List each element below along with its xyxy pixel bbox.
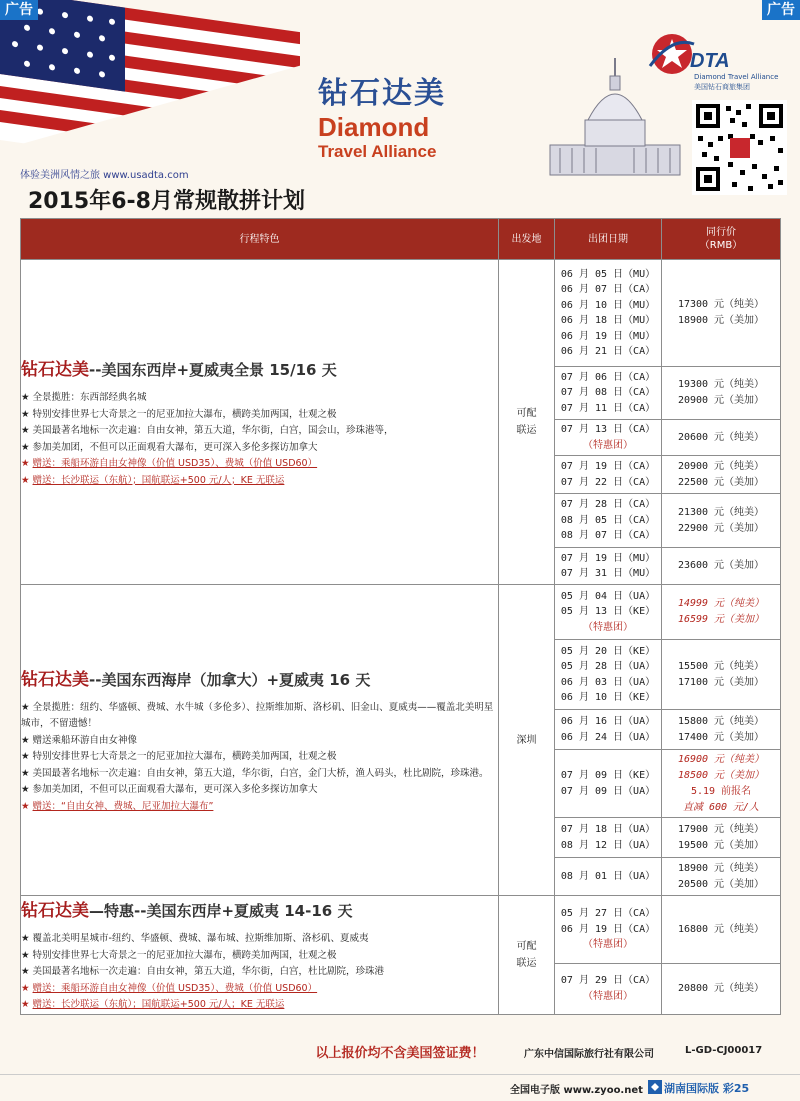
tour-3-gift-2: ★ 赠送：长沙联运（东航）；国航联运+500 元/人；KE 无联运 <box>21 999 285 1010</box>
ad-tag-right: 广告 <box>762 0 800 20</box>
section-logo-icon <box>648 1080 662 1094</box>
tour-1-dates-2: 07 月 06 日（CA） 07 月 08 日（CA） 07 月 11 日（CA） <box>555 367 662 420</box>
star-icon: ★ <box>21 425 30 436</box>
tour-1-bullet-1: ★ 全景揽胜：东西部经典名城 <box>21 392 147 403</box>
tour-2-dates-2: 05 月 20 日（KE） 05 月 28 日（UA） 06 月 03 日（UA） 06 月 10 日（KE） <box>555 640 662 710</box>
tour-2-price-6: 18900 元（纯美） 20500 元（美加） <box>662 858 781 896</box>
brand-name-cn: 钻石达美 <box>318 76 446 111</box>
star-icon: ★ <box>21 458 30 469</box>
tour-3-price-2: 20800 元（纯美） <box>662 964 781 1014</box>
tour-1-price-2: 19300 元（纯美） 20900 元（美加） <box>662 367 781 420</box>
tour-1-dates-1: 06 月 05 日（MU） 06 月 07 日（CA） 06 月 10 日（MU） 06 月 18 日（MU） 06 月 19 日（MU） 06 月 21 日（CA） <box>555 260 662 367</box>
tour-2-bullet-3: ★ 特别安排世界七大奇景之一的尼亚加拉大瀑布，横跨美加两国，壮观之极 <box>21 751 337 763</box>
tour-1-price-3: 20600 元（纯美） <box>662 420 781 456</box>
tour-2-title-text: --美国东西海岸（加拿大）+夏威夷 16 天 <box>89 670 371 689</box>
tour-1-gift-1: ★ 赠送：乘船环游自由女神像（价值 USD35）、费城（价值 USD60） <box>21 458 318 469</box>
tour-3-dates-1: 05 月 27 日（CA） 06 月 19 日（CA） （特惠团） <box>555 896 662 964</box>
star-icon: ★ <box>21 734 30 746</box>
tour-3-title-text: —特惠--美国东西岸+夏威夷 14-16 天 <box>89 902 353 920</box>
star-icon: ★ <box>21 982 30 994</box>
table-row <box>21 896 781 964</box>
tour-1-price-6: 23600 元（美加） <box>662 548 781 585</box>
star-icon: ★ <box>21 966 30 977</box>
star-icon: ★ <box>21 933 30 944</box>
star-icon: ★ <box>21 784 30 796</box>
tour-3-departure: 可配 联运 <box>499 896 555 1015</box>
tour-2-dates-3: 06 月 16 日（UA） 06 月 24 日（UA） <box>555 710 662 750</box>
qr-code-image <box>692 100 787 195</box>
star-icon: ★ <box>21 999 30 1010</box>
tour-2-departure: 深圳 <box>499 585 555 896</box>
tour-1-dates-4: 07 月 19 日（CA） 07 月 22 日（CA） <box>555 456 662 494</box>
tour-2-bullet-2: ★ 赠送乘船环游自由女神像 <box>21 734 138 746</box>
tour-1-price-1: 17300 元（纯美） 18900 元（美加） <box>662 260 781 367</box>
tour-3-dates-2: 07 月 29 日（CA） （特惠团） <box>555 964 662 1014</box>
tour-1-dates-3: 07 月 13 日（CA） （特惠团） <box>555 420 662 456</box>
tour-1-dates-5: 07 月 28 日（CA） 08 月 05 日（CA） 08 月 07 日（CA） <box>555 494 662 548</box>
bottom-bar <box>0 1074 800 1101</box>
dta-logo-subtitle-cn: 美国钻石商旅集团 <box>694 83 750 91</box>
tour-2-brand: 钻石达美 <box>21 669 89 690</box>
license-number: L-GD-CJ00017 <box>685 1045 763 1056</box>
slogan: 体验美洲风情之旅 www.usadta.com <box>20 170 189 181</box>
plan-title: 2015年6-8月常规散拼计划 <box>28 189 305 212</box>
tour-2-price-4: 16900 元（纯美） 18500 元（美加） 5.19 前报名 直减 600 元/人 <box>662 750 781 818</box>
dta-logo-subtitle-en: Diamond Travel Alliance <box>694 73 779 81</box>
header-features: 行程特色 <box>21 219 499 260</box>
tour-1-brand: 钻石达美 <box>21 360 89 380</box>
tour-3-features <box>21 896 499 1015</box>
tour-2-price-3: 15800 元（纯美） 17400 元（美加） <box>662 710 781 750</box>
brand-name-en-line2: Travel Alliance <box>318 142 437 161</box>
star-icon: ★ <box>21 441 30 453</box>
brand-name-en-line1: Diamond <box>318 112 430 142</box>
tour-1-bullet-4: ★ 参加美加团，不但可以正面观看大瀑布，更可深入多伦多探访加拿大 <box>21 441 318 453</box>
tour-3-price-1: 16800 元（纯美） <box>662 896 781 964</box>
visa-fee-note: 以上报价均不含美国签证费！ <box>315 1046 485 1061</box>
agency-name: 广东中信国际旅行社有限公司 <box>524 1049 654 1060</box>
tour-1-title-text: --美国东西岸+夏威夷全景 15/16 天 <box>89 361 337 379</box>
header-price-currency: （RMB） <box>699 240 743 251</box>
star-icon: ★ <box>21 474 30 486</box>
tour-2-bullet-5: ★ 参加美加团，不但可以正面观看大瀑布，更可深入多伦多探访加拿大 <box>21 784 318 796</box>
tour-2-dates-5: 07 月 18 日（UA） 08 月 12 日（UA） <box>555 818 662 858</box>
tour-1-departure: 可配 联运 <box>499 260 555 585</box>
star-icon: ★ <box>21 949 30 961</box>
site-url: 全国电子版 www.zyoo.net <box>510 1085 643 1096</box>
tour-1-price-4: 20900 元（纯美） 22500 元（美加） <box>662 456 781 494</box>
tour-2-title <box>21 665 498 690</box>
header-price-label: 同行价 <box>706 227 736 238</box>
ad-tag-left: 广告 <box>0 0 38 20</box>
table-row <box>21 585 781 640</box>
header-banner <box>0 0 800 212</box>
header-departure: 出发地 <box>499 219 555 260</box>
tour-3-bullet-2: ★ 特别安排世界七大奇景之一的尼亚加拉大瀑布，横跨美加两国，壮观之极 <box>21 949 337 961</box>
section-page-label: 湖南国际版 彩25 <box>664 1082 750 1095</box>
tour-2-bullet-4: ★ 美国最著名地标一次走遍：自由女神，第五大道，华尔街，白宫，金门大桥，渔人码头，杜比剧院，珍珠港。 <box>21 767 489 779</box>
tour-1-gift-2: ★ 赠送：长沙联运（东航）；国航联运+500 元/人；KE 无联运 <box>21 474 285 486</box>
table-header-row <box>21 219 781 260</box>
tour-1-bullet-2: ★ 特别安排世界七大奇景之一的尼亚加拉大瀑布，横跨美加两国，壮观之极 <box>21 408 337 420</box>
tour-3-bullet-1: ★ 覆盖北美明星城市-纽约、华盛顿、费城、瀑布城、拉斯维加斯、洛杉矶、夏威夷 <box>21 933 369 944</box>
tour-2-bullet-1: ★ 全景揽胜：纽约、华盛顿、费城、水牛城（多伦多）、拉斯维加斯、洛杉矶、旧金山、夏威夷——覆盖北美明星城市，不留遗憾！ <box>21 701 494 730</box>
header-dates: 出团日期 <box>555 219 662 260</box>
tour-2-dates-6: 08 月 01 日（UA） <box>555 858 662 896</box>
star-icon: ★ <box>21 392 30 403</box>
tour-2-features <box>21 585 499 896</box>
tour-3-bullet-3: ★ 美国最著名地标一次走遍：自由女神，第五大道，华尔街，白宫，杜比剧院，珍珠港 <box>21 966 385 977</box>
header-price <box>662 219 781 260</box>
tour-2-gift-1: ★ 赠送：“自由女神、费城、尼亚加拉大瀑布” <box>21 800 214 812</box>
star-icon: ★ <box>21 701 30 713</box>
dta-logo-icon <box>648 30 696 78</box>
tour-1-features <box>21 260 499 585</box>
star-icon: ★ <box>21 751 30 763</box>
star-icon: ★ <box>21 800 30 812</box>
tour-1-price-5: 21300 元（纯美） 22900 元（美加） <box>662 494 781 548</box>
tour-2-price-1: 14999 元（纯美） 16599 元（美加） <box>662 585 781 640</box>
tour-2-price-2: 15500 元（纯美） 17100 元（美加） <box>662 640 781 710</box>
tour-1-bullet-3: ★ 美国最著名地标一次走遍：自由女神，第五大道，华尔街，白宫，国会山，珍珠港等， <box>21 425 394 436</box>
table-row <box>21 260 781 367</box>
tour-3-brand: 钻石达美 <box>21 901 89 921</box>
tour-2-dates-1: 05 月 04 日（UA） 05 月 13 日（KE） （特惠团） <box>555 585 662 640</box>
tour-1-dates-6: 07 月 19 日（MU） 07 月 31 日（MU） <box>555 548 662 585</box>
tour-2-dates-4: 07 月 09 日（KE） 07 月 09 日（UA） <box>555 750 662 818</box>
star-icon: ★ <box>21 767 30 779</box>
dta-logo-text: DTA <box>690 50 730 72</box>
tour-3-title <box>21 896 498 921</box>
schedule-table <box>20 218 781 1015</box>
tour-3-gift-1: ★ 赠送：乘船环游自由女神像（价值 USD35）、费城（价值 USD60） <box>21 982 318 994</box>
tour-2-price-5: 17900 元（纯美） 19500 元（美加） <box>662 818 781 858</box>
tour-1-title <box>21 355 498 380</box>
star-icon: ★ <box>21 408 30 420</box>
us-flag-image <box>0 0 320 180</box>
